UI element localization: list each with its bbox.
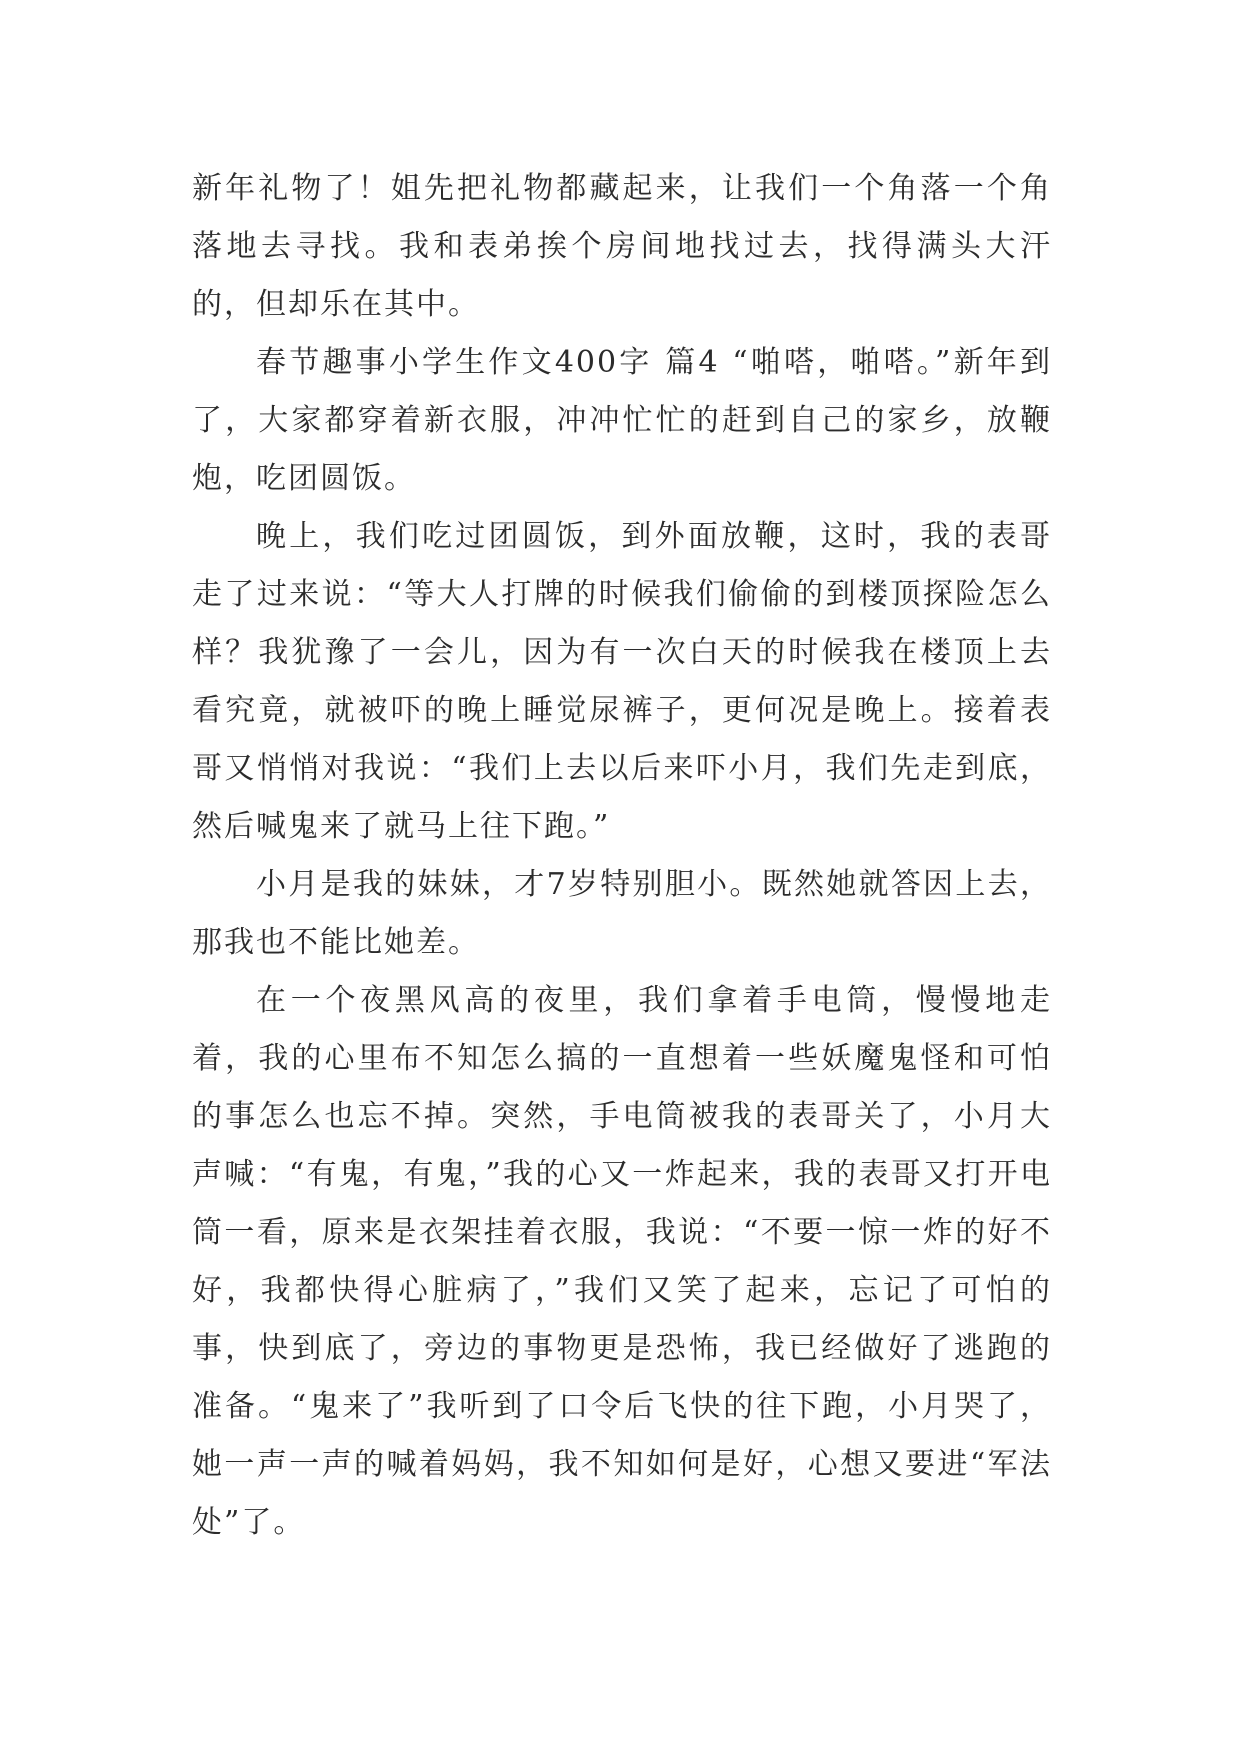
paragraph-dark-night: 在一个夜黑风高的夜里，我们拿着手电筒，慢慢地走着，我的心里布不知怎么搞的一直想着一些妖魔鬼怪和可怕的事怎么也忘不掉。突然，手电筒被我的表哥关了，小月大声喊：“有鬼，有鬼，”我的心又一炸起来，我的表哥又打开电筒一看，原来是衣架挂着衣服，我说：“不要一惊一炸的好不好，我都快得心脏病了，”我们又笑了起来，忘记了可怕的事，快到底了，旁边的事物更是恐怖，我已经做好了逃跑的准备。“鬼来了”我听到了口令后飞快的往下跑，小月哭了，她一声一声的喊着妈妈，我不知如何是好，心想又要进“军法处”了。 [192,983,1052,1540]
paragraph-evening: 晚上，我们吃过团圆饭，到外面放鞭，这时，我的表哥走了过来说：“等大人打牌的时候我们偷偷的到楼顶探险怎么样？我犹豫了一会儿，因为有一次白天的时候我在楼顶上去看究竟，就被吓的晚上睡觉尿裤子，更何况是晚上。接着表哥又悄悄对我说：“我们上去以后来吓小月，我们先走到底，然后喊鬼来了就马上往下跑。” [192,519,1052,844]
paragraph-little-sister: 小月是我的妹妹，才7岁特别胆小。既然她就答因上去，那我也不能比她差。 [192,867,1052,960]
paragraph-continuation: 新年礼物了！姐先把礼物都藏起来，让我们一个角落一个角落地去寻找。我和表弟挨个房间地找过去，找得满头大汗的，但却乐在其中。 [192,171,1052,322]
paragraph-essay-heading: 春节趣事小学生作文400字 篇4 “啪嗒，啪嗒。”新年到了，大家都穿着新衣服，冲冲忙忙的赶到自己的家乡，放鞭炮，吃团圆饭。 [192,345,1052,496]
document-body [192,160,1052,1552]
